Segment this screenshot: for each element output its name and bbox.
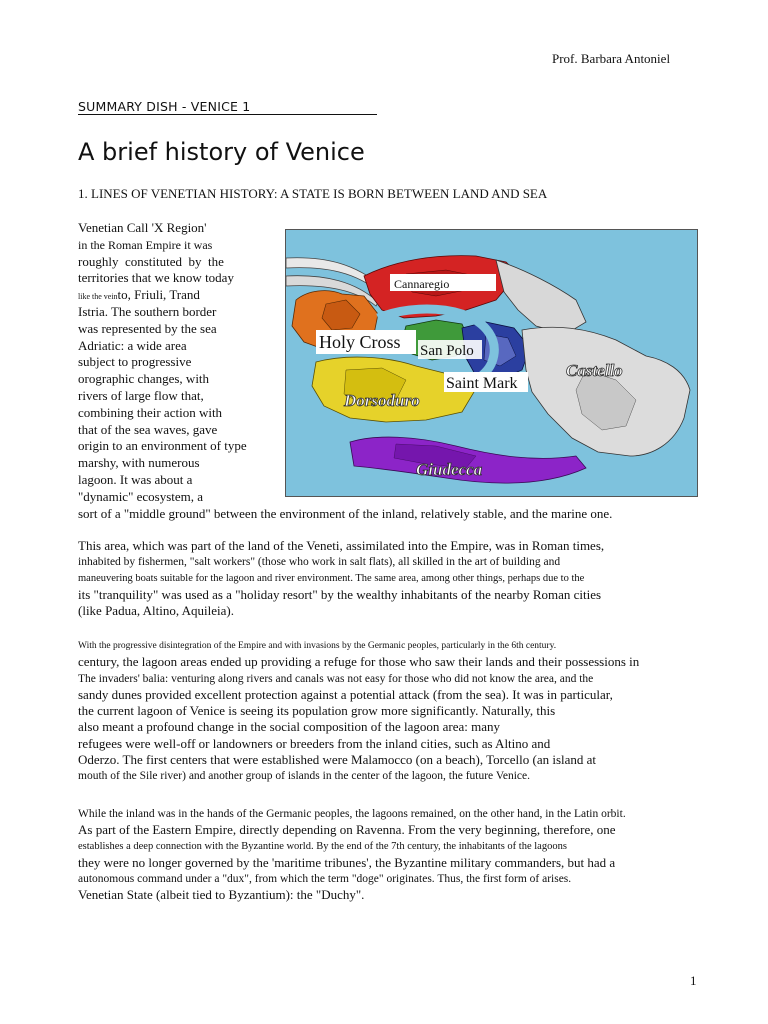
text-line: With the progressive disintegration of the Empire and with invasions by the Germanic peoples, particularly in the 6th century. — [78, 641, 557, 651]
text-line: Venetian State (albeit tied to Byzantium): the "Duchy". — [78, 887, 365, 903]
text-line: that of the sea waves, gave — [78, 421, 218, 437]
text-line — [78, 287, 278, 304]
text-line: While the inland was in the hands of the Germanic peoples, the lagoons remained, on the other hand, in the Latin orbit. — [78, 808, 626, 820]
text-line: lagoon. It was about a — [78, 471, 193, 487]
text-line: maneuvering boats suitable for the lagoon and river environment. The same area, among other things, perhaps due to the — [78, 572, 585, 584]
text-fragment: to, Friuli, Trand — [117, 287, 200, 303]
paragraph-3 — [78, 638, 639, 785]
text-line: marshy, with numerous — [78, 455, 200, 471]
text-line: combining their action with — [78, 404, 223, 420]
text-line: Venetian Call 'X Region' — [78, 220, 207, 235]
text-line: Oderzo. The first centers that were established were Malamocco (on a beach), Torcello (an island at — [78, 752, 597, 768]
text-line: was represented by the sea — [78, 320, 217, 336]
map-label-holy-cross: Holy Cross — [319, 332, 401, 352]
text-line: establishes a deep connection with the Byzantine world. By the end of the 7th century, the inhabitants of the lagoons — [78, 840, 567, 852]
text-line: territories that we know today — [78, 270, 234, 286]
text-line: its "tranquility" was used as a "holiday resort" by the wealthy inhabitants of the nearby Roman cities — [78, 586, 602, 602]
map-label-dorsoduro: Dorsoduro — [344, 391, 420, 410]
text-line: in the Roman Empire it was — [78, 237, 213, 252]
text-line: subject to progressive — [78, 354, 192, 370]
text-line: This area, which was part of the land of the Veneti, assimilated into the Empire, was in Roman times, — [78, 538, 605, 553]
map-label-saint-mark: Saint Mark — [446, 375, 518, 392]
text-line: sandy dunes provided excellent protection against a potential attack (from the sea). It was in particular, — [78, 686, 613, 702]
text-line: century, the lagoon areas ended up providing a refuge for those who saw their lands and their possessions in — [78, 654, 640, 670]
text-line: mouth of the Sile river) and another group of islands in the center of the lagoon, the future Venice. — [78, 770, 530, 783]
text-line: roughly constituted by the — [78, 253, 224, 269]
text-line: inhabited by fishermen, "salt workers" (those who work in salt flats), all skilled in the art of building and — [78, 556, 561, 569]
text-line: As part of the Eastern Empire, directly depending on Ravenna. From the very beginning, therefore, one — [78, 822, 616, 838]
paragraph-2 — [78, 538, 604, 619]
text-line: sort of a "middle ground" between the environment of the inland, relatively stable, and the marine one. — [78, 505, 613, 521]
summary-underline — [78, 114, 377, 115]
text-fragment: like the vein — [78, 292, 118, 302]
map-label-castello: Castello — [566, 361, 623, 380]
text-line: also meant a profound change in the social composition of the lagoon area: many — [78, 719, 501, 735]
text-line: "dynamic" ecosystem, a — [78, 488, 204, 504]
text-line: The invaders' balia: venturing along rivers and canals was not easy for those who did not know the area, and the — [78, 672, 594, 685]
text-line: they were no longer governed by the 'maritime tribunes', the Byzantine military commanders, but had a — [78, 854, 616, 870]
page-number: 1 — [690, 973, 697, 988]
text-line: rivers of large flow that, — [78, 387, 204, 403]
map-label-san-polo: San Polo — [420, 343, 474, 359]
text-line: origin to an environment of type — [78, 438, 247, 454]
text-line: (like Padua, Altino, Aquileia). — [78, 603, 234, 619]
summary-label: SUMMARY DISH - VENICE 1 — [78, 99, 251, 114]
text-line: the current lagoon of Venice is seeing its population grow more significantly. Naturally, this — [78, 703, 556, 719]
text-line: orographic changes, with — [78, 371, 210, 387]
map-label-giudecca: Giudecca — [416, 460, 483, 479]
section-heading: 1. LINES OF VENETIAN HISTORY: A STATE IS BORN BETWEEN LAND AND SEA — [78, 186, 548, 201]
text-line: refugees were well-off or landowners or breeders from the inland cities, such as Altino and — [78, 735, 551, 751]
text-line: Istria. The southern border — [78, 303, 217, 319]
text-line: Adriatic: a wide area — [78, 337, 187, 353]
author-name: Prof. Barbara Antoniel — [552, 51, 671, 66]
paragraph-4 — [78, 806, 626, 904]
page-title: A brief history of Venice — [78, 138, 365, 166]
text-line: autonomous command under a "dux", from which the term "doge" originates. Thus, the first form of arises. — [78, 873, 572, 886]
map-label-cannaregio: Cannaregio — [394, 277, 450, 291]
venice-map — [285, 229, 698, 497]
